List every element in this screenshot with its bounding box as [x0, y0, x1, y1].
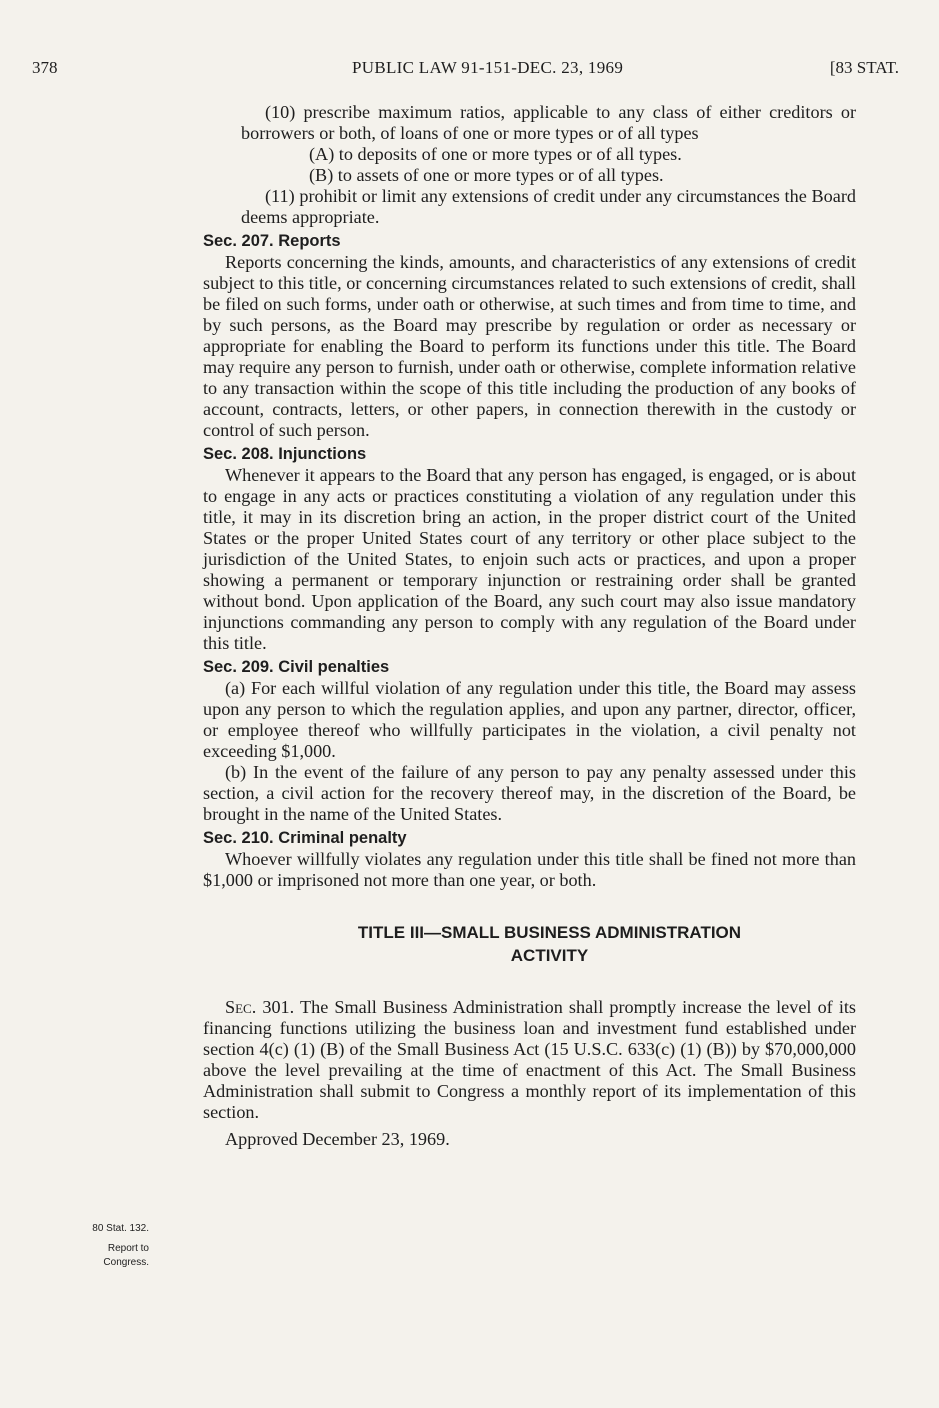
section-301-text [203, 997, 856, 1123]
item-10: (10) prescribe maximum ratios, applicable to any class of either creditors or borrowers or both, of loans of one or more types or of all types [241, 102, 856, 143]
margin-note-report [44, 1242, 149, 1270]
section-301-body: The Small Business Administration shall promptly increase the level of its financing functions utilizing the business loan and investment fund established under section 4(c) (1) (B) of the Small Business Act (15 U.S.C. 633(c) (1) (B)) by $70,000,000 above the level prevailing at the time of enactment of this Act. The Small Business Administration shall submit to Congress a monthly report of its implementation of this section. [203, 997, 856, 1122]
page-number: 378 [32, 58, 58, 77]
section-209-a: (a) For each willful violation of any regulation under this title, the Board may assess upon any person to which the regulation applies, and upon any partner, director, officer, or employee thereof who willfully participates in the violation, a civil penalty not exceeding $1,000. [203, 678, 856, 761]
section-210-text: Whoever willfully violates any regulation under this title shall be fined not more than $1,000 or imprisoned not more than one year, or both. [203, 849, 856, 890]
body-text [203, 102, 856, 1150]
section-209-b: (b) In the event of the failure of any person to pay any penalty assessed under this section, a civil action for the recovery thereof may, in the discretion of the Board, be brought in the name of the United States. [203, 762, 856, 824]
section-heading-210: Sec. 210. Criminal penalty [203, 829, 407, 847]
section-heading-207: Sec. 207. Reports [203, 232, 341, 250]
margin-note-stat: 80 Stat. 132. [92, 1223, 149, 1234]
title-iii-line1: TITLE III—SMALL BUSINESS ADMINISTRATION [357, 923, 742, 942]
approval-date: Approved December 23, 1969. [225, 1129, 450, 1149]
page-header [32, 58, 899, 84]
running-title: PUBLIC LAW 91-151-DEC. 23, 1969 [352, 58, 624, 77]
section-heading-208: Sec. 208. Injunctions [203, 445, 367, 463]
margin-notes [44, 1222, 149, 1276]
item-10-A: (A) to deposits of one or more types or of all types. [309, 144, 682, 164]
title-iii-line2: ACTIVITY [510, 946, 589, 965]
section-heading-209: Sec. 209. Civil penalties [203, 658, 390, 676]
volume-reference: [83 STAT. [829, 58, 899, 77]
section-208-text: Whenever it appears to the Board that any person has engaged, is engaged, or is about to engage in any acts or practices constituting a violation of any regulation under this title, it may in its discretion bring an action, in the proper district court of the United States or the proper United States court of any territory or other place subject to the jurisdiction of the United States, to enjoin such acts or practices, and upon a proper showing a permanent or temporary injunction or restraining order shall be granted without bond. Upon application of the Board, any such court may also issue mandatory injunctions commanding any person to comply with any regulation of the Board under this title. [203, 465, 856, 653]
item-11: (11) prohibit or limit any extensions of credit under any circumstances the Board deems appropriate. [241, 186, 856, 227]
title-iii-heading [203, 921, 856, 967]
item-10-B: (B) to assets of one or more types or of all types. [309, 165, 664, 185]
margin-note-report-line2: Congress. [103, 1257, 149, 1268]
section-207-text: Reports concerning the kinds, amounts, and characteristics of any extensions of credit subject to this title, or concerning circumstances related to such extensions of credit, shall be filed on such forms, under oath or otherwise, at such times and from time to time, and by such persons, as the Board may prescribe by regulation or order as necessary or appropriate for enabling the Board to perform its functions under this title. The Board may require any person to furnish, under oath or otherwise, complete information relative to any transaction within the scope of this title including the production of any books of account, contracts, letters, or other papers, in connection therewith in the custody or control of such person. [203, 252, 856, 440]
margin-note-report-line1: Report to [107, 1243, 149, 1254]
section-301-label: Sec. 301. [225, 997, 295, 1017]
